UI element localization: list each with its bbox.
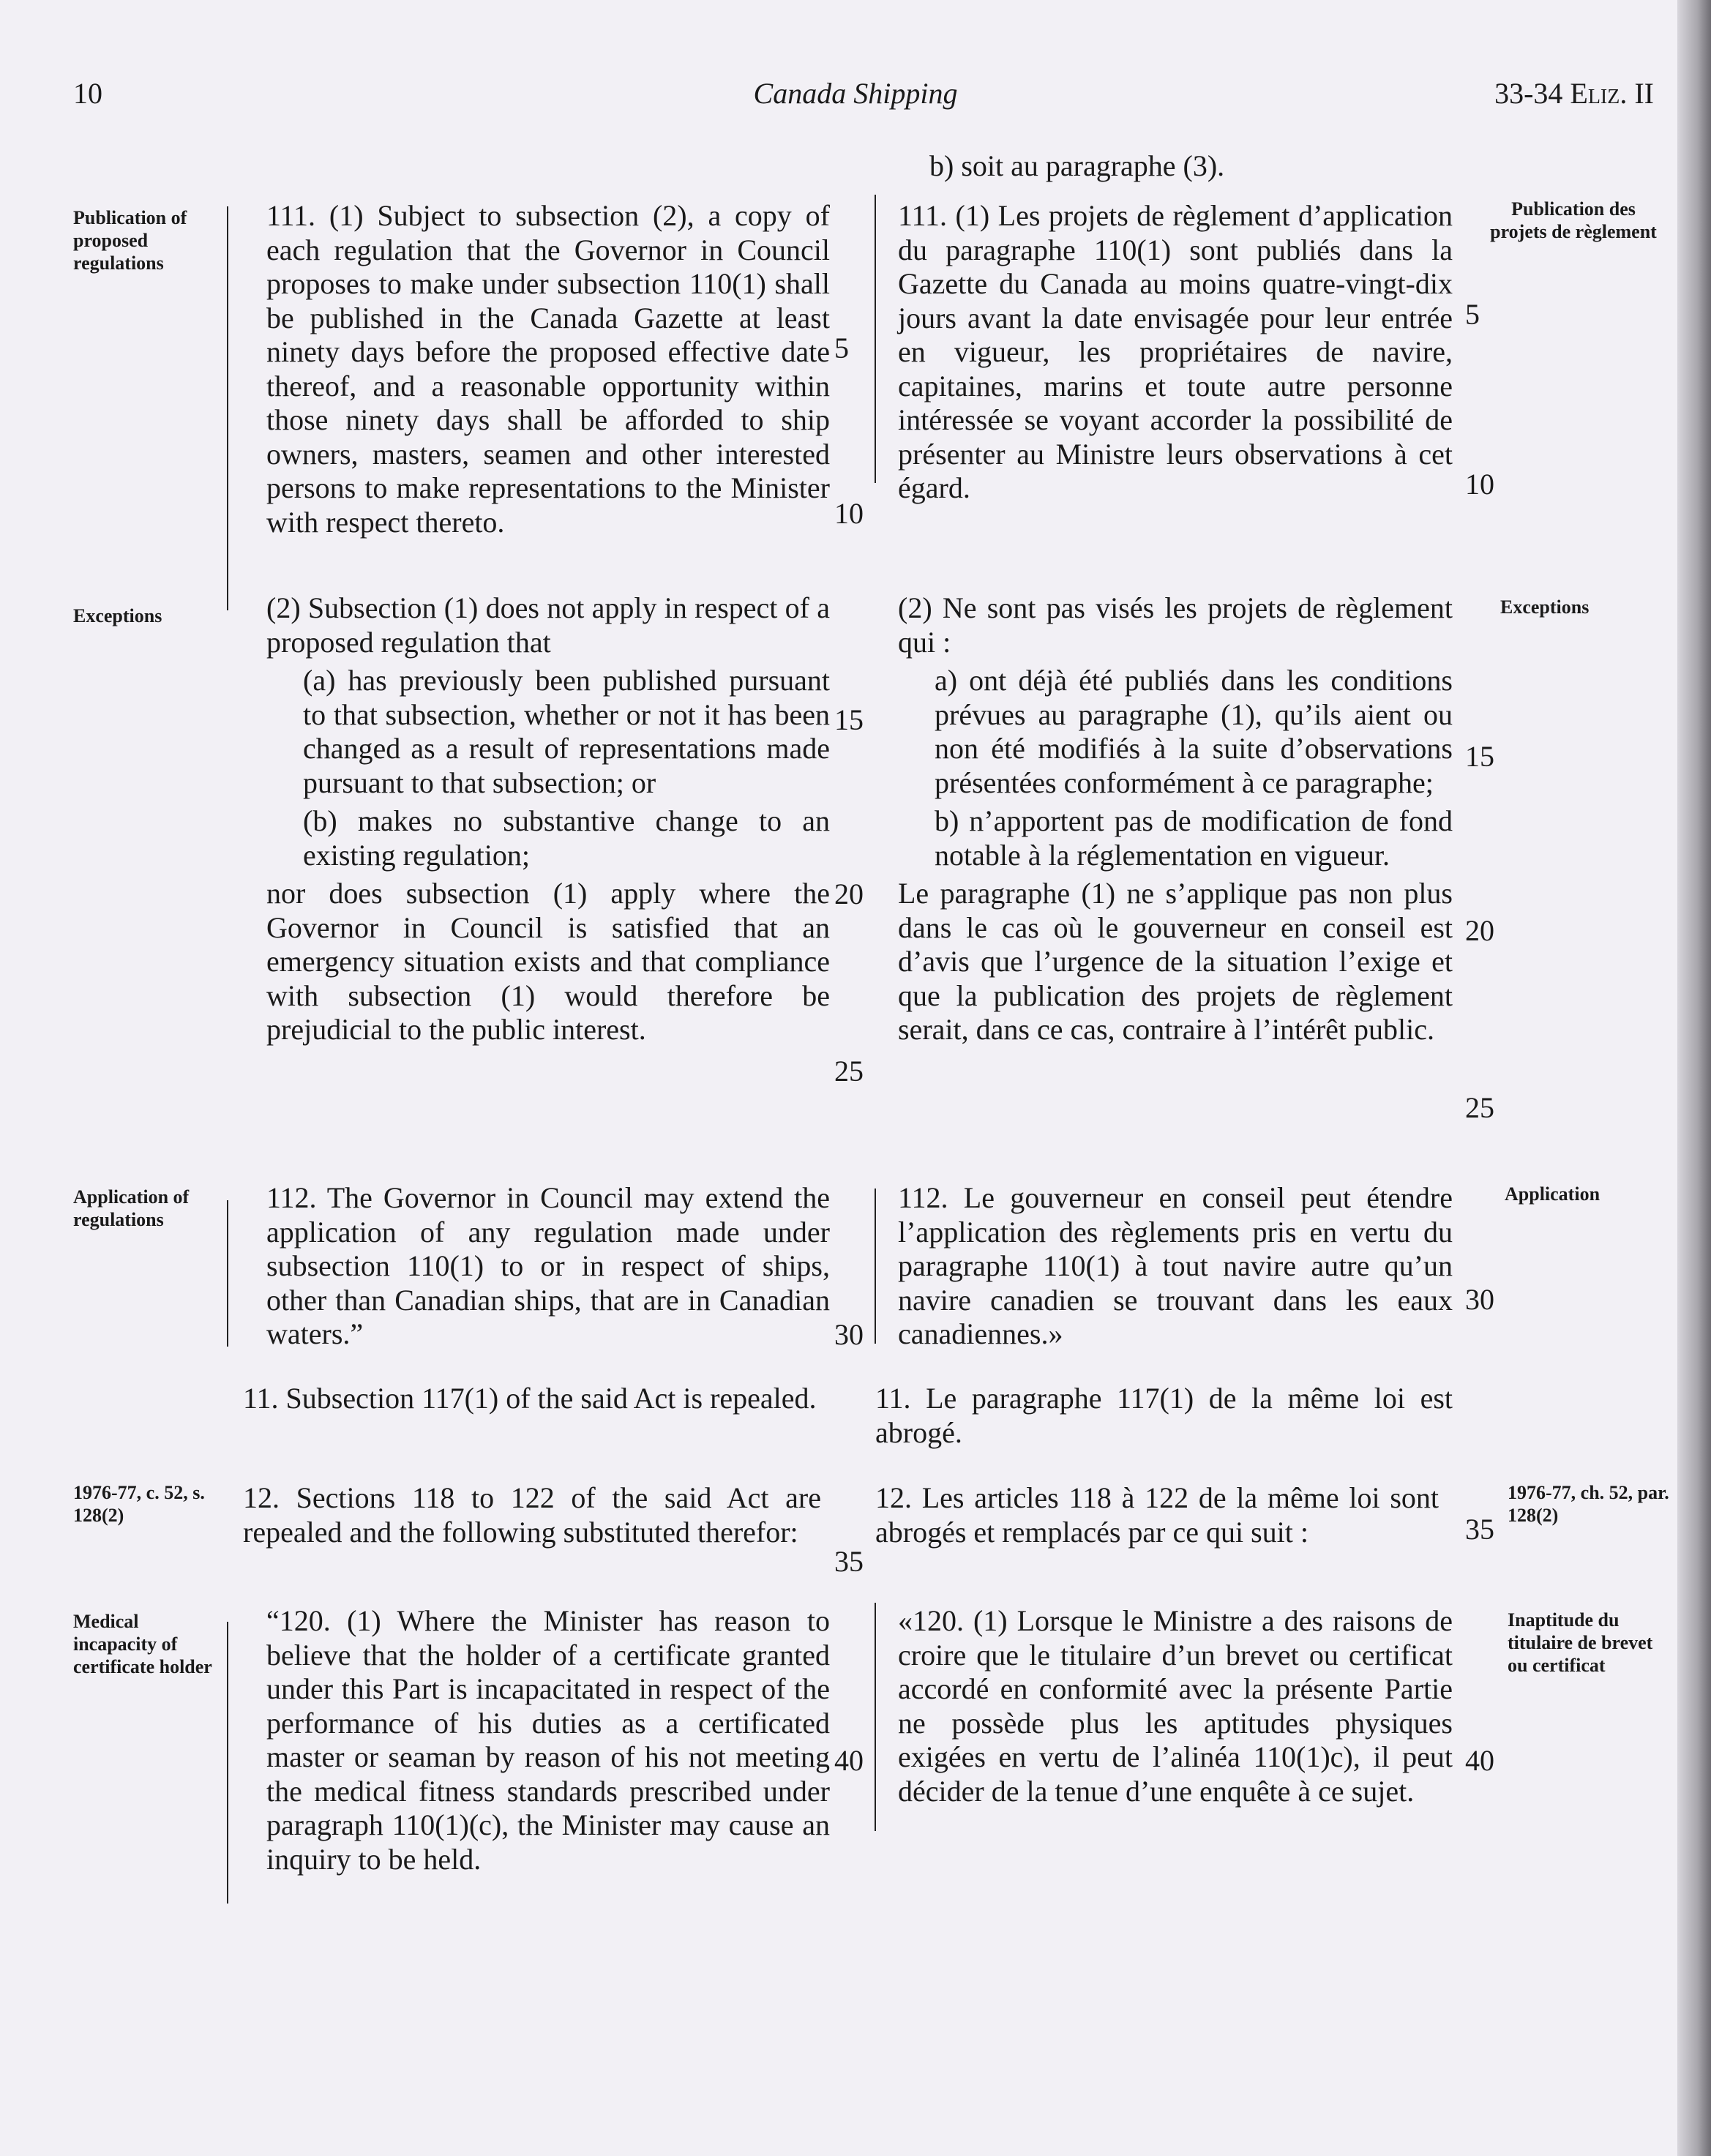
line-number: 40 [834,1744,864,1777]
margin-note-publication: Publication of proposed regulations [73,207,187,274]
clause-11-en: 11. Subsection 117(1) of the said Act is repealed. [243,1382,817,1415]
line-number: 25 [834,1055,864,1088]
section-111-2-fr: (2) Ne sont pas visés les projets de règlement qui : [898,591,1453,659]
margin-rule-4 [875,195,876,483]
margin-note-medical-fr: Inaptitude du titulaire de brevet ou certificat [1508,1609,1653,1676]
line-number: 15 [1465,740,1494,773]
section-111-2b-en: (b) makes no substantive change to an existing regulation; [303,804,830,872]
line-number: 25 [1465,1091,1494,1124]
section-120-en: “120. (1) Where the Minister has reason to believe that the holder of a certificate granted under this Part is incapacitated in respect of the performance of his duties as a certificated master or seaman by reason of his not meeting the medical fitness standards prescribed under paragraph 110(1)(c), the Minister may cause an inquiry to be held. [266,1604,830,1876]
section-111-2c-en: nor does subsection (1) apply where the Governor in Council is satisfied that an emergency situation exists and that compliance with subsection (1) would therefore be prejudicial to the public interest. [266,877,830,1046]
line-number: 30 [1465,1283,1494,1316]
paragraph-b-top-fr: b) soit au paragraphe (3). [929,149,1225,182]
line-number: 5 [834,332,849,364]
line-number: 40 [1465,1744,1494,1777]
line-number: 30 [834,1318,864,1351]
page-number: 10 [73,77,102,110]
line-number: 5 [1465,298,1480,331]
margin-note-exceptions: Exceptions [73,605,162,626]
page-edge-shadow [1677,0,1711,2156]
section-111-2c-fr: Le paragraphe (1) ne s’applique pas non plus dans le cas où le gouverneur en conseil est d’avis que l’urgence de la situation l’exige et que la publication des projets de règlement serait, dans ce cas, contraire à l’intérêt public. [898,877,1453,1046]
line-number: 20 [1465,914,1494,947]
line-number: 20 [834,877,864,910]
section-111-2a-fr: a) ont déjà été publiés dans les conditions prévues au paragraphe (1), qu’ils aient ou non été modifiés à la suite d’observations présentées conformément à ce paragraphe; [935,664,1453,799]
section-112-fr: 112. Le gouverneur en conseil peut étendre l’application des règlements pris en vertu du paragraphe 110(1) à tout navire autre qu’un navire canadien se trouvant dans les eaux canadiennes.» [898,1181,1453,1350]
margin-note-exceptions-fr: Exceptions [1500,596,1590,618]
margin-rule-6 [875,1603,876,1831]
section-111-2b-fr: b) n’apportent pas de modification de fond notable à la réglementation en vigueur. [935,804,1453,872]
regnal-year: 33-34 Eliz. II [1494,77,1654,110]
margin-note-application: Application of regulations [73,1186,190,1230]
clause-12-fr: 12. Les articles 118 à 122 de la même loi sont abrogés et remplacés par ce qui suit : [875,1481,1439,1549]
margin-rule-5 [875,1189,876,1344]
line-number: 10 [834,497,864,530]
line-number: 10 [1465,468,1494,501]
running-title: Canada Shipping [753,77,958,110]
section-112-en: 112. The Governor in Council may extend the application of any regulation made under subsection 110(1) to or in respect of ships, other than Canadian ships, that are in Canadian waters.” [266,1181,830,1350]
line-number: 35 [1465,1513,1494,1546]
section-111-1-fr: 111. (1) Les projets de règlement d’application du paragraphe 110(1) sont publiés dans la Gazette du Canada au moins quatre-vingt-dix jours avant la date envisagée pour leur entrée en vigueur, les propriétaires de navire, capitaines, marins et toute autre personne intéressée se voyant accorder la possibilité de présenter au Ministre leurs observations à cet égard. [898,199,1453,504]
line-number: 15 [834,703,864,736]
section-111-2-en: (2) Subsection (1) does not apply in respect of a proposed regulation that [266,591,830,659]
margin-rule-3 [227,1622,228,1904]
clause-12-en: 12. Sections 118 to 122 of the said Act are repealed and the following substituted therefor: [243,1481,821,1549]
margin-rule-1 [227,206,228,610]
section-111-2a-en: (a) has previously been published pursuant to that subsection, whether or not it has been changed as a result of representations made pursuant to that subsection; or [303,664,830,799]
margin-note-citation-fr: 1976-77, ch. 52, par. 128(2) [1508,1482,1669,1526]
margin-note-citation: 1976-77, c. 52, s. 128(2) [73,1482,205,1526]
margin-note-publication-fr: Publication des projets de règlement [1490,198,1657,242]
section-120-fr: «120. (1) Lorsque le Ministre a des raisons de croire que le titulaire d’un brevet ou certificat accordé en conformité avec la présente Partie ne possède plus les aptitudes physiques exigées en vertu de l’alinéa 110(1)c), il peut décider de la tenue d’une enquête à ce sujet. [898,1604,1453,1808]
clause-11-fr: 11. Le paragraphe 117(1) de la même loi est abrogé. [875,1382,1453,1449]
line-number: 35 [834,1545,864,1578]
margin-note-medical: Medical incapacity of certificate holder [73,1611,212,1677]
margin-rule-2 [227,1200,228,1347]
margin-note-application-fr: Application [1505,1183,1600,1205]
section-111-1-en: 111. (1) Subject to subsection (2), a copy of each regulation that the Governor in Council proposes to make under subsection 110(1) shall be published in the Canada Gazette at least ninety days before the proposed effective date thereof, and a reasonable opportunity within those ninety days shall be afforded to ship owners, masters, seamen and other interested persons to make representations to the Minister with respect thereto. [266,199,830,539]
